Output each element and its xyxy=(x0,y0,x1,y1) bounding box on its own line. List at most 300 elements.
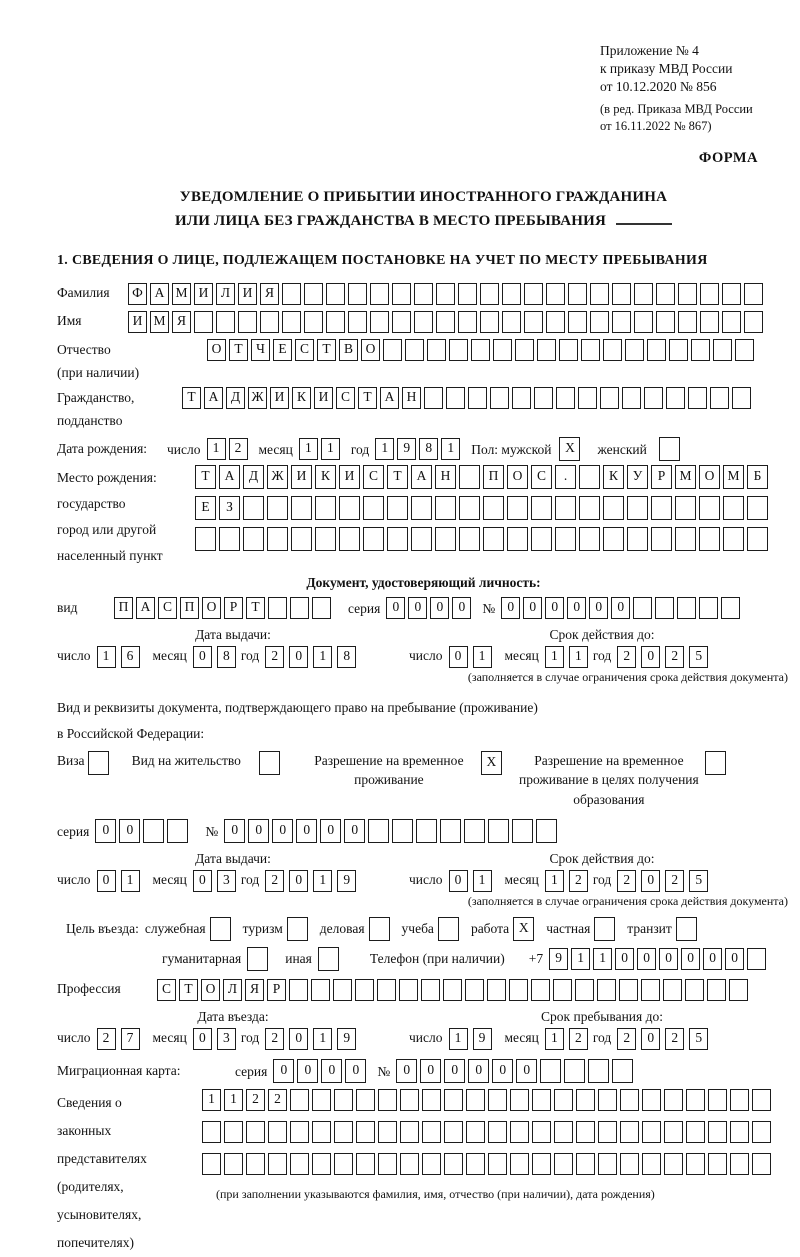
char-box[interactable] xyxy=(531,979,550,1001)
char-box[interactable]: Е xyxy=(195,496,216,520)
char-box[interactable]: И xyxy=(314,387,333,409)
char-box[interactable] xyxy=(686,1121,705,1143)
char-box[interactable]: И xyxy=(238,283,257,305)
char-box[interactable]: 0 xyxy=(516,1059,537,1083)
purpose-humanitarian-checkbox[interactable] xyxy=(247,947,268,971)
char-box[interactable]: 0 xyxy=(344,819,365,843)
char-box[interactable] xyxy=(603,339,622,361)
char-box[interactable]: 2 xyxy=(97,1028,116,1050)
char-box[interactable] xyxy=(224,1121,243,1143)
char-box[interactable] xyxy=(699,496,720,520)
char-box[interactable] xyxy=(260,311,279,333)
char-box[interactable] xyxy=(546,311,565,333)
char-box[interactable] xyxy=(378,1121,397,1143)
char-box[interactable]: 1 xyxy=(207,438,226,460)
char-box[interactable]: К xyxy=(315,465,336,489)
char-box[interactable] xyxy=(435,527,456,551)
char-box[interactable] xyxy=(568,283,587,305)
char-box[interactable] xyxy=(444,1153,463,1175)
char-box[interactable] xyxy=(268,597,287,619)
char-box[interactable] xyxy=(392,311,411,333)
char-box[interactable]: 0 xyxy=(681,948,700,970)
char-box[interactable]: 1 xyxy=(321,438,340,460)
char-box[interactable]: С xyxy=(158,597,177,619)
char-box[interactable]: 0 xyxy=(289,1028,308,1050)
char-box[interactable] xyxy=(744,283,763,305)
char-box[interactable] xyxy=(732,387,751,409)
char-box[interactable]: . xyxy=(555,465,576,489)
char-box[interactable] xyxy=(752,1121,771,1143)
char-box[interactable] xyxy=(721,597,740,619)
char-box[interactable] xyxy=(195,527,216,551)
char-box[interactable]: 0 xyxy=(641,646,660,668)
char-box[interactable]: И xyxy=(339,465,360,489)
stay-issue-month-grid[interactable] xyxy=(193,870,241,892)
char-box[interactable]: 0 xyxy=(449,870,468,892)
char-box[interactable]: Н xyxy=(402,387,421,409)
char-box[interactable]: У xyxy=(627,465,648,489)
char-box[interactable]: К xyxy=(603,465,624,489)
char-box[interactable] xyxy=(488,1153,507,1175)
char-box[interactable] xyxy=(588,1059,609,1083)
char-box[interactable] xyxy=(243,496,264,520)
char-box[interactable] xyxy=(502,311,521,333)
char-box[interactable]: Ж xyxy=(248,387,267,409)
char-box[interactable] xyxy=(466,1121,485,1143)
char-box[interactable]: 5 xyxy=(689,870,708,892)
char-box[interactable] xyxy=(458,311,477,333)
char-box[interactable] xyxy=(612,283,631,305)
doc-issue-month-grid[interactable] xyxy=(193,646,241,668)
purpose-business-checkbox[interactable] xyxy=(369,917,390,941)
stay-until-year-grid[interactable] xyxy=(617,1028,713,1050)
char-box[interactable]: К xyxy=(292,387,311,409)
char-box[interactable] xyxy=(480,283,499,305)
purpose-private-checkbox[interactable] xyxy=(594,917,615,941)
char-box[interactable] xyxy=(311,979,330,1001)
char-box[interactable] xyxy=(471,339,490,361)
char-box[interactable] xyxy=(729,979,748,1001)
char-box[interactable] xyxy=(216,311,235,333)
char-box[interactable]: 0 xyxy=(567,597,586,619)
char-box[interactable]: М xyxy=(675,465,696,489)
char-box[interactable]: П xyxy=(483,465,504,489)
char-box[interactable] xyxy=(194,311,213,333)
char-box[interactable] xyxy=(597,979,616,1001)
char-box[interactable] xyxy=(708,1121,727,1143)
char-box[interactable] xyxy=(559,339,578,361)
char-box[interactable] xyxy=(443,979,462,1001)
char-box[interactable] xyxy=(339,496,360,520)
char-box[interactable]: С xyxy=(531,465,552,489)
stay-issue-day-grid[interactable] xyxy=(97,870,145,892)
char-box[interactable]: 0 xyxy=(289,870,308,892)
char-box[interactable]: 2 xyxy=(617,646,636,668)
char-box[interactable] xyxy=(540,1059,561,1083)
char-box[interactable]: 0 xyxy=(492,1059,513,1083)
char-box[interactable] xyxy=(224,1153,243,1175)
char-box[interactable] xyxy=(691,339,710,361)
char-box[interactable] xyxy=(699,527,720,551)
char-box[interactable] xyxy=(312,1153,331,1175)
char-box[interactable] xyxy=(268,1121,287,1143)
stay-series-grid[interactable] xyxy=(95,819,191,843)
char-box[interactable] xyxy=(752,1153,771,1175)
char-box[interactable] xyxy=(449,339,468,361)
char-box[interactable]: Т xyxy=(229,339,248,361)
char-box[interactable] xyxy=(436,311,455,333)
char-box[interactable]: 1 xyxy=(571,948,590,970)
doc-expiry-year-grid[interactable] xyxy=(617,646,713,668)
char-box[interactable]: 9 xyxy=(337,870,356,892)
char-box[interactable] xyxy=(664,1089,683,1111)
char-box[interactable]: 0 xyxy=(615,948,634,970)
birth-place-grid-row1[interactable] xyxy=(195,465,771,489)
char-box[interactable] xyxy=(483,496,504,520)
char-box[interactable]: 2 xyxy=(665,870,684,892)
char-box[interactable]: Ф xyxy=(128,283,147,305)
char-box[interactable]: 2 xyxy=(569,870,588,892)
char-box[interactable]: 0 xyxy=(659,948,678,970)
char-box[interactable] xyxy=(392,819,413,843)
char-box[interactable]: 1 xyxy=(545,646,564,668)
char-box[interactable]: П xyxy=(180,597,199,619)
char-box[interactable] xyxy=(459,465,480,489)
char-box[interactable] xyxy=(487,979,506,1001)
char-box[interactable]: 0 xyxy=(420,1059,441,1083)
char-box[interactable] xyxy=(531,527,552,551)
char-box[interactable]: 1 xyxy=(313,1028,332,1050)
char-box[interactable] xyxy=(444,1121,463,1143)
char-box[interactable]: И xyxy=(194,283,213,305)
char-box[interactable] xyxy=(378,1153,397,1175)
char-box[interactable]: 5 xyxy=(689,646,708,668)
char-box[interactable] xyxy=(488,1089,507,1111)
char-box[interactable] xyxy=(377,979,396,1001)
char-box[interactable] xyxy=(291,527,312,551)
char-box[interactable]: 1 xyxy=(593,948,612,970)
char-box[interactable] xyxy=(400,1121,419,1143)
char-box[interactable] xyxy=(459,496,480,520)
char-box[interactable]: 1 xyxy=(473,870,492,892)
char-box[interactable] xyxy=(246,1153,265,1175)
char-box[interactable] xyxy=(466,1153,485,1175)
char-box[interactable]: 1 xyxy=(545,1028,564,1050)
char-box[interactable]: 1 xyxy=(202,1089,221,1111)
char-box[interactable] xyxy=(627,496,648,520)
char-box[interactable] xyxy=(581,339,600,361)
entry-month-grid[interactable] xyxy=(193,1028,241,1050)
char-box[interactable]: 1 xyxy=(121,870,140,892)
char-box[interactable] xyxy=(515,339,534,361)
char-box[interactable] xyxy=(678,283,697,305)
char-box[interactable]: 1 xyxy=(224,1089,243,1111)
char-box[interactable] xyxy=(634,311,653,333)
char-box[interactable]: 0 xyxy=(523,597,542,619)
char-box[interactable]: 0 xyxy=(589,597,608,619)
char-box[interactable] xyxy=(675,527,696,551)
char-box[interactable] xyxy=(480,311,499,333)
char-box[interactable] xyxy=(392,283,411,305)
char-box[interactable] xyxy=(424,387,443,409)
char-box[interactable] xyxy=(536,819,557,843)
stay-until-month-grid[interactable] xyxy=(545,1028,593,1050)
char-box[interactable] xyxy=(493,339,512,361)
char-box[interactable] xyxy=(466,1089,485,1111)
char-box[interactable] xyxy=(555,527,576,551)
char-box[interactable]: 9 xyxy=(549,948,568,970)
char-box[interactable] xyxy=(490,387,509,409)
char-box[interactable] xyxy=(356,1153,375,1175)
char-box[interactable] xyxy=(290,1153,309,1175)
char-box[interactable] xyxy=(644,387,663,409)
char-box[interactable] xyxy=(312,1089,331,1111)
char-box[interactable] xyxy=(512,387,531,409)
char-box[interactable] xyxy=(710,387,729,409)
char-box[interactable]: 0 xyxy=(703,948,722,970)
char-box[interactable]: 0 xyxy=(296,819,317,843)
char-box[interactable] xyxy=(363,496,384,520)
birth-day-grid[interactable] xyxy=(207,438,251,460)
char-box[interactable] xyxy=(507,496,528,520)
char-box[interactable] xyxy=(512,819,533,843)
visa-checkbox[interactable] xyxy=(88,751,109,775)
char-box[interactable]: О xyxy=(507,465,528,489)
char-box[interactable] xyxy=(339,527,360,551)
stay-issue-year-grid[interactable] xyxy=(265,870,361,892)
char-box[interactable]: 2 xyxy=(617,870,636,892)
char-box[interactable] xyxy=(282,311,301,333)
char-box[interactable] xyxy=(576,1121,595,1143)
male-checkbox[interactable]: X xyxy=(559,437,580,461)
char-box[interactable] xyxy=(414,283,433,305)
char-box[interactable] xyxy=(289,979,308,1001)
char-box[interactable]: 0 xyxy=(545,597,564,619)
char-box[interactable] xyxy=(575,979,594,1001)
char-box[interactable] xyxy=(464,819,485,843)
char-box[interactable] xyxy=(642,1121,661,1143)
char-box[interactable] xyxy=(458,283,477,305)
char-box[interactable] xyxy=(312,1121,331,1143)
char-box[interactable] xyxy=(202,1121,221,1143)
char-box[interactable] xyxy=(400,1153,419,1175)
char-box[interactable] xyxy=(655,597,674,619)
char-box[interactable]: С xyxy=(363,465,384,489)
char-box[interactable] xyxy=(664,1121,683,1143)
char-box[interactable] xyxy=(483,527,504,551)
char-box[interactable] xyxy=(334,1153,353,1175)
char-box[interactable] xyxy=(378,1089,397,1111)
char-box[interactable] xyxy=(568,311,587,333)
char-box[interactable] xyxy=(600,387,619,409)
char-box[interactable] xyxy=(747,948,766,970)
profession-grid[interactable] xyxy=(157,979,751,1001)
char-box[interactable] xyxy=(556,387,575,409)
char-box[interactable]: 0 xyxy=(468,1059,489,1083)
char-box[interactable] xyxy=(534,387,553,409)
char-box[interactable]: 2 xyxy=(265,646,284,668)
doc-series-grid[interactable] xyxy=(386,597,474,619)
char-box[interactable] xyxy=(647,339,666,361)
char-box[interactable]: 1 xyxy=(299,438,318,460)
char-box[interactable] xyxy=(685,979,704,1001)
char-box[interactable] xyxy=(334,1089,353,1111)
char-box[interactable] xyxy=(290,597,309,619)
char-box[interactable] xyxy=(268,1153,287,1175)
char-box[interactable]: А xyxy=(150,283,169,305)
residence-permit-checkbox[interactable] xyxy=(259,751,280,775)
char-box[interactable]: 2 xyxy=(229,438,248,460)
char-box[interactable] xyxy=(502,283,521,305)
char-box[interactable] xyxy=(598,1153,617,1175)
char-box[interactable] xyxy=(444,1089,463,1111)
purpose-official-checkbox[interactable] xyxy=(210,917,231,941)
char-box[interactable] xyxy=(744,311,763,333)
char-box[interactable] xyxy=(634,283,653,305)
char-box[interactable]: 1 xyxy=(473,646,492,668)
char-box[interactable] xyxy=(722,283,741,305)
char-box[interactable] xyxy=(651,527,672,551)
char-box[interactable]: 8 xyxy=(337,646,356,668)
purpose-other-checkbox[interactable] xyxy=(318,947,339,971)
char-box[interactable]: С xyxy=(336,387,355,409)
char-box[interactable]: И xyxy=(270,387,289,409)
birth-place-grid-row3[interactable] xyxy=(195,527,771,551)
char-box[interactable] xyxy=(675,496,696,520)
char-box[interactable] xyxy=(427,339,446,361)
representatives-grid-row3[interactable] xyxy=(202,1153,774,1175)
char-box[interactable] xyxy=(219,527,240,551)
char-box[interactable]: 0 xyxy=(725,948,744,970)
char-box[interactable]: Р xyxy=(224,597,243,619)
char-box[interactable]: 9 xyxy=(397,438,416,460)
char-box[interactable]: 8 xyxy=(217,646,236,668)
char-box[interactable] xyxy=(356,1121,375,1143)
doc-issue-day-grid[interactable] xyxy=(97,646,145,668)
char-box[interactable]: 0 xyxy=(452,597,471,619)
char-box[interactable] xyxy=(532,1121,551,1143)
char-box[interactable] xyxy=(554,1121,573,1143)
char-box[interactable] xyxy=(747,527,768,551)
char-box[interactable] xyxy=(421,979,440,1001)
char-box[interactable] xyxy=(686,1089,705,1111)
char-box[interactable] xyxy=(312,597,331,619)
char-box[interactable]: М xyxy=(150,311,169,333)
char-box[interactable] xyxy=(656,311,675,333)
char-box[interactable] xyxy=(333,979,352,1001)
char-box[interactable] xyxy=(576,1089,595,1111)
char-box[interactable]: 0 xyxy=(272,819,293,843)
char-box[interactable]: П xyxy=(114,597,133,619)
char-box[interactable]: О xyxy=(699,465,720,489)
char-box[interactable]: 0 xyxy=(224,819,245,843)
char-box[interactable]: 0 xyxy=(297,1059,318,1083)
char-box[interactable] xyxy=(167,819,188,843)
char-box[interactable]: Л xyxy=(223,979,242,1001)
char-box[interactable] xyxy=(488,1121,507,1143)
char-box[interactable] xyxy=(564,1059,585,1083)
char-box[interactable] xyxy=(355,979,374,1001)
char-box[interactable] xyxy=(510,1121,529,1143)
char-box[interactable]: Т xyxy=(195,465,216,489)
char-box[interactable] xyxy=(747,496,768,520)
char-box[interactable] xyxy=(713,339,732,361)
char-box[interactable] xyxy=(612,311,631,333)
char-box[interactable]: М xyxy=(172,283,191,305)
purpose-tourism-checkbox[interactable] xyxy=(287,917,308,941)
char-box[interactable] xyxy=(730,1153,749,1175)
char-box[interactable] xyxy=(641,979,660,1001)
char-box[interactable] xyxy=(387,527,408,551)
char-box[interactable]: 0 xyxy=(119,819,140,843)
char-box[interactable] xyxy=(304,283,323,305)
patronymic-grid[interactable] xyxy=(207,339,757,361)
phone-grid[interactable] xyxy=(549,948,769,970)
char-box[interactable]: 1 xyxy=(313,646,332,668)
char-box[interactable] xyxy=(348,283,367,305)
char-box[interactable] xyxy=(735,339,754,361)
char-box[interactable]: Я xyxy=(245,979,264,1001)
char-box[interactable]: 2 xyxy=(617,1028,636,1050)
char-box[interactable] xyxy=(708,1153,727,1175)
char-box[interactable] xyxy=(304,311,323,333)
char-box[interactable]: 9 xyxy=(473,1028,492,1050)
char-box[interactable] xyxy=(619,979,638,1001)
char-box[interactable]: Т xyxy=(182,387,201,409)
char-box[interactable] xyxy=(686,1153,705,1175)
representatives-grid-row1[interactable] xyxy=(202,1089,774,1111)
char-box[interactable]: 0 xyxy=(95,819,116,843)
char-box[interactable] xyxy=(414,311,433,333)
char-box[interactable] xyxy=(677,597,696,619)
char-box[interactable] xyxy=(699,597,718,619)
citizenship-grid[interactable] xyxy=(182,387,754,409)
char-box[interactable] xyxy=(554,1089,573,1111)
char-box[interactable] xyxy=(243,527,264,551)
stay-until-day-grid[interactable] xyxy=(449,1028,497,1050)
char-box[interactable]: 8 xyxy=(419,438,438,460)
char-box[interactable] xyxy=(422,1089,441,1111)
char-box[interactable]: Р xyxy=(651,465,672,489)
char-box[interactable]: 1 xyxy=(97,646,116,668)
char-box[interactable] xyxy=(723,496,744,520)
char-box[interactable] xyxy=(620,1153,639,1175)
char-box[interactable] xyxy=(383,339,402,361)
char-box[interactable] xyxy=(579,496,600,520)
purpose-work-checkbox[interactable]: X xyxy=(513,917,534,941)
char-box[interactable]: 0 xyxy=(641,870,660,892)
char-box[interactable]: Т xyxy=(179,979,198,1001)
char-box[interactable]: 6 xyxy=(121,646,140,668)
char-box[interactable] xyxy=(537,339,556,361)
char-box[interactable]: 1 xyxy=(449,1028,468,1050)
birth-year-grid[interactable] xyxy=(375,438,463,460)
char-box[interactable]: 0 xyxy=(408,597,427,619)
char-box[interactable]: З xyxy=(219,496,240,520)
char-box[interactable] xyxy=(678,311,697,333)
char-box[interactable] xyxy=(405,339,424,361)
char-box[interactable]: М xyxy=(723,465,744,489)
representatives-grid-row2[interactable] xyxy=(202,1121,774,1143)
char-box[interactable]: А xyxy=(380,387,399,409)
char-box[interactable]: С xyxy=(157,979,176,1001)
char-box[interactable]: А xyxy=(204,387,223,409)
char-box[interactable] xyxy=(422,1121,441,1143)
doc-expiry-month-grid[interactable] xyxy=(545,646,593,668)
char-box[interactable]: 0 xyxy=(97,870,116,892)
char-box[interactable] xyxy=(326,311,345,333)
doc-expiry-day-grid[interactable] xyxy=(449,646,497,668)
